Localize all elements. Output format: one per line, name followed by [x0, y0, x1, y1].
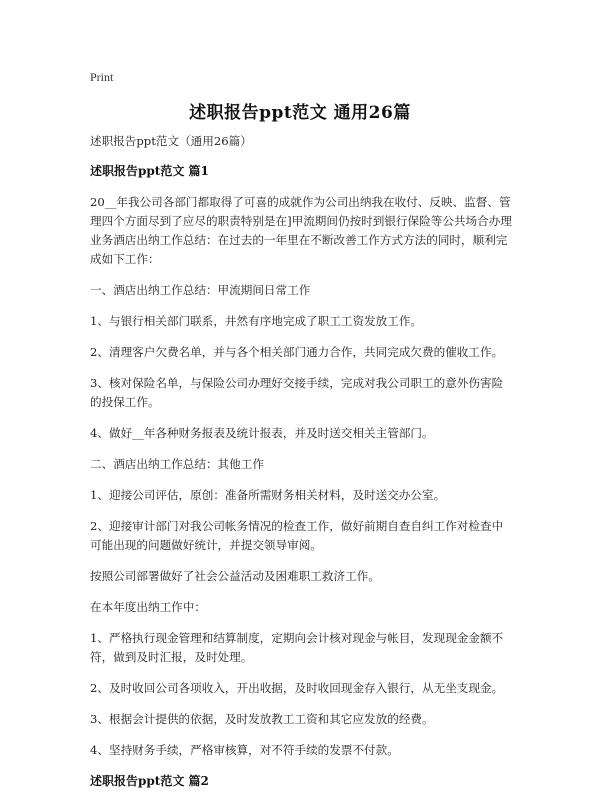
paragraph: 一、酒店出纳工作总结：甲流期间日常工作 [90, 283, 311, 297]
print-label[interactable]: Print [90, 70, 114, 84]
paragraph: 2、清理客户欠费名单，并与各个相关部门通力合作，共同完成欠费的催收工作。 [90, 345, 504, 359]
paragraph: 2、迎接审计部门对我公司帐务情况的检查工作，做好前期自查自纠工作对检查中可能出现的问题做好统计，并提交领导审阅。 [90, 519, 504, 552]
paragraph: 按照公司部署做好了社会公益活动及困难职工救济工作。 [90, 569, 380, 583]
paragraph: 1、迎接公司评估，原创：准备所需财务相关材料，及时送交办公室。 [90, 488, 446, 502]
paragraph: 在本年度出纳工作中： [90, 600, 206, 614]
section-heading-2: 述职报告ppt范文 篇2 [90, 774, 209, 788]
document-subtitle: 述职报告ppt范文（通用26篇） [90, 134, 252, 148]
document-title: 述职报告ppt范文 通用26篇 [189, 103, 411, 123]
paragraph: 3、核对保险名单，与保险公司办理好交接手续，完成对我公司职工的意外伤害险的投保工作。 [90, 376, 504, 409]
paragraph: 3、根据会计提供的依据，及时发放教工工资和其它应发放的经费。 [90, 712, 434, 726]
paragraph: 1、严格执行现金管理和结算制度，定期向会计核对现金与帐目，发现现金金额不符，做到及时汇报，及时处理。 [90, 631, 504, 664]
paragraph: 20__年我公司各部门都取得了可喜的成就作为公司出纳我在收付、反映、监督、管理四个方面尽到了应尽的职责特别是在]甲流期间仍按时到银行保险等公共场合办理业务酒店出纳工作总结：在过去的一年里在不断改善工作方式方法的同时，顺利完成如下工作： [90, 195, 512, 266]
paragraph: 2、及时收回公司各项收入，开出收据，及时收回现金存入银行，从无坐支现金。 [90, 681, 504, 695]
section-heading-1: 述职报告ppt范文 篇1 [90, 164, 209, 178]
document-body [90, 132, 514, 803]
paragraph: 4、坚持财务手续，严格审核算，对不符手续的发票不付款。 [90, 743, 399, 757]
paragraph: 二、酒店出纳工作总结：其他工作 [90, 457, 264, 471]
paragraph: 4、做好__年各种财务报表及统计报表，并及时送交相关主管部门。 [90, 426, 434, 440]
paragraph: 1、与银行相关部门联系，井然有序地完成了职工工资发放工作。 [90, 314, 423, 328]
